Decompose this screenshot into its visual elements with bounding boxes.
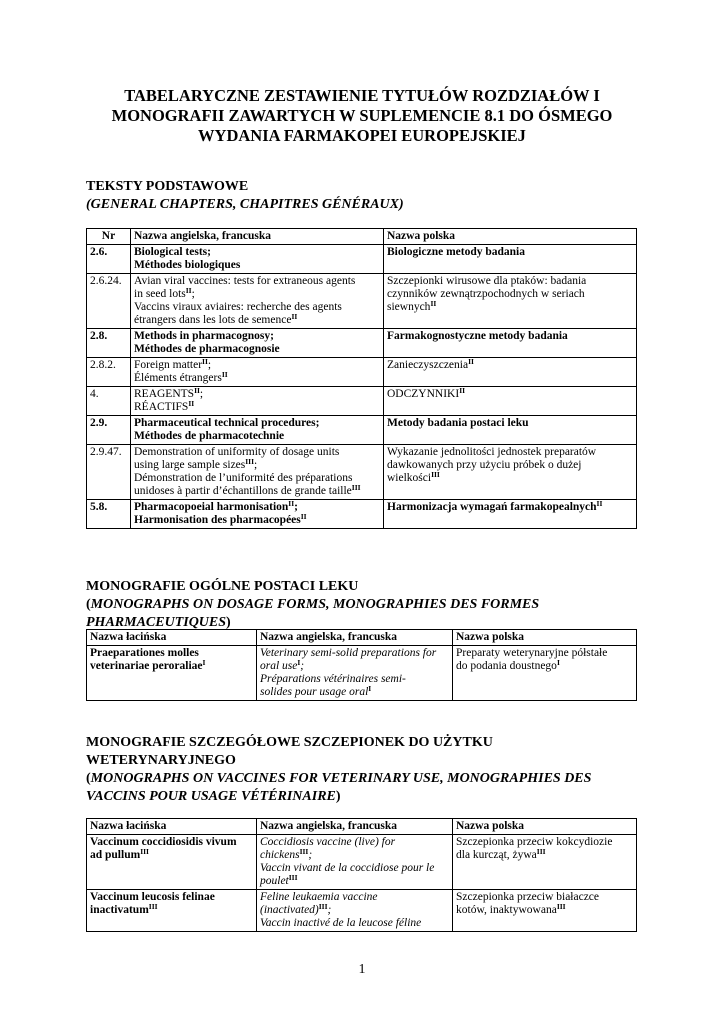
table-row: Praeparationes molles veterinariae peroraliae$^I$ Veterinary semi-solid preparations for oral use$^I$; Préparations vétérinaires semi- solides pour usage oral$^I$ Preparaty weterynaryjne półstałe do podania doustnego$^I$ xyxy=(87,646,637,701)
table-row: 4. $REAGENTS^{II}$; $RÉACTIFS^{II}$ $ODCZYNNIKI^{II}$ xyxy=(87,387,637,416)
table-header-row xyxy=(87,630,637,646)
table-header-row xyxy=(87,819,637,835)
title-line-1: TABELARYCZNE ZESTAWIENIE TYTUŁÓW ROZDZIAŁÓW I xyxy=(124,86,600,105)
column-header: Nazwa angielska, francuska xyxy=(131,229,384,245)
table-header-row xyxy=(87,229,637,245)
column-header: Nazwa łacińska xyxy=(87,630,257,646)
table-row: 5.8. Pharmacopoeial harmonisation$^{II}$; Harmonisation des pharmacopées$^{II}$ Harmonizacja wymagań farmakopealnych$^{II}$ xyxy=(87,500,637,529)
title-line-3: WYDANIA FARMAKOPEI EUROPEJSKIEJ xyxy=(198,126,526,145)
document-title xyxy=(80,86,644,146)
table-row: Vaccinum leucosis felinae inactivatum$^{III}$ Feline leukaemia vaccine (inactivated)$^{III}$; Vaccin inactivé de la leucose féline Szczepionka przeciw białaczce kotów, inaktywowana$^{III}$ xyxy=(87,890,637,932)
table-row: 2.8. Methods in pharmacognosy; Méthodes de pharmacognosie Farmakognostyczne metody badania xyxy=(87,329,637,358)
table-row: Vaccinum coccidiosidis vivum ad pullum$^{III}$ Coccidiosis vaccine (live) for chickens$^{III}$; Vaccin vivant de la coccidiose pour le poulet$^{III}$ Szczepionka przeciw kokcydiozie dla kurcząt, żywa$^{III}$ xyxy=(87,835,637,890)
dosage-forms-table xyxy=(86,629,637,701)
column-header: Nazwa angielska, francuska xyxy=(257,819,453,835)
section-general-chapters-heading: TEKSTY PODSTAWOWE (GENERAL CHAPTERS, CHAPITRES GÉNÉRAUX) xyxy=(86,179,404,212)
column-header: Nazwa polska xyxy=(453,630,637,646)
general-chapters-table xyxy=(86,228,637,529)
table-row: 2.9.47. Demonstration of uniformity of dosage units using large sample sizes$^{III}$; Démonstration de l’uniformité des préparations unidoses à partir d’échantillons de grande taille$^{III}$ Wykazanie jednolitości jednostek preparatów dawkowanych przy użyciu próbek o dużej wielkości$^{III}$ xyxy=(87,445,637,500)
page-number: 1 xyxy=(358,962,366,977)
column-header: Nazwa łacińska xyxy=(87,819,257,835)
table-row: 2.6.24. Avian viral vaccines: tests for extraneous agents in seed lots$^{II}$; Vaccins viraux aviaires: recherche des agents étrangers dans les lots de semence$^{II}$ Szczepionki wirusowe dla ptaków: badania czynników zewnątrzpochodnych w seriach siewnych$^{II}$ xyxy=(87,274,637,329)
column-header: Nazwa polska xyxy=(453,819,637,835)
title-line-2: MONOGRAFII ZAWARTYCH W SUPLEMENCIE 8.1 DO ÓSMEGO xyxy=(111,106,613,125)
section-dosage-forms-heading: MONOGRAFIE OGÓLNE POSTACI LEKU (MONOGRAPHS ON DOSAGE FORMS, MONOGRAPHIES DES FORMES PHARMACEUTIQUES) xyxy=(86,579,540,630)
veterinary-vaccines-table xyxy=(86,818,637,932)
table-row: 2.8.2. Foreign matter$^{II}$; Éléments étrangers$^{II}$ Zanieczyszczenia$^{II}$ xyxy=(87,358,637,387)
section-veterinary-vaccines-heading: MONOGRAFIE SZCZEGÓŁOWE SZCZEPIONEK DO UŻYTKU WETERYNARYJNEGO (MONOGRAPHS ON VACCINES FOR VETERINARY USE, MONOGRAPHIES DES VACCINS POUR USAGE VÉTÉRINAIRE) xyxy=(86,735,592,804)
column-header: Nazwa angielska, francuska xyxy=(257,630,453,646)
column-header: Nr xyxy=(87,229,131,245)
table-row: 2.9. Pharmaceutical technical procedures; Méthodes de pharmacotechnie Metody badania postaci leku xyxy=(87,416,637,445)
column-header: Nazwa polska xyxy=(384,229,637,245)
table-row: 2.6. Biological tests; Méthodes biologiques Biologiczne metody badania xyxy=(87,245,637,274)
